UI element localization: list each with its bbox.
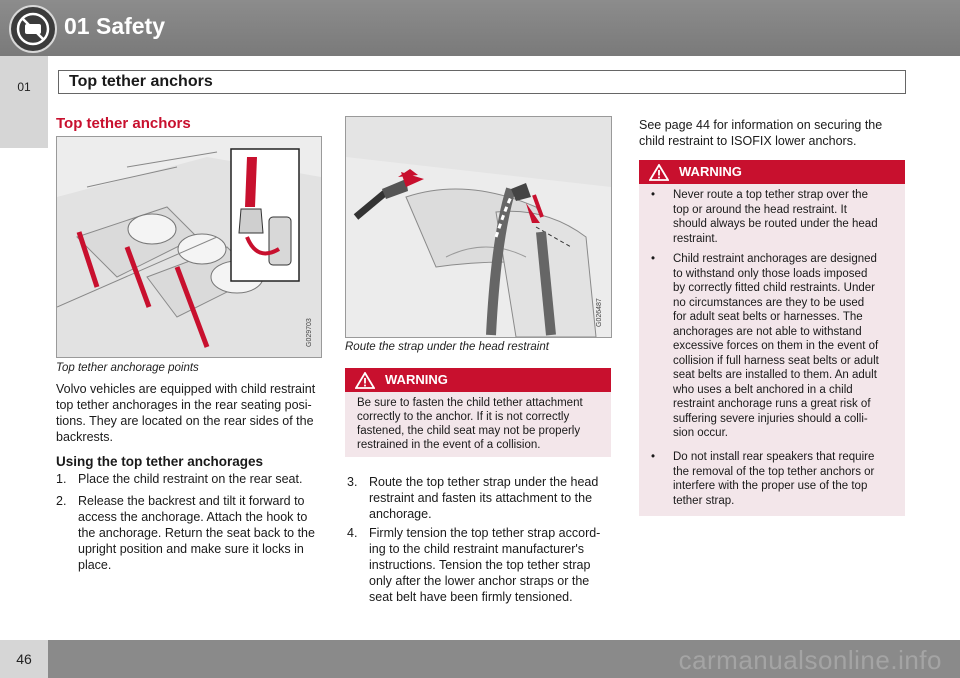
middle-warning-line-2: correctly to the anchor. If it is not correctly [357, 411, 570, 423]
bullet-2-line-11: restraint anchorage runs a great risk of [673, 398, 871, 410]
step-2-line-2: access the anchorage. Attach the hook to [78, 510, 308, 524]
no-child-seat-icon [9, 5, 57, 53]
step-3 [347, 474, 617, 522]
middle-warning-header [345, 368, 611, 392]
bullet-2-line-7: excessive forces on them in the event of [673, 340, 879, 352]
step-2-line-3: the anchorage. Return the seat back to the [78, 526, 315, 540]
bullet-3-line-4: tether strap. [673, 494, 735, 507]
bullet-2-line-9: seat belts are installed to them. An adult [673, 369, 877, 381]
bullet-3-line-1: Do not install rear speakers that require [673, 451, 875, 463]
bullet-2-line-6: anchorages are not able to withstand [673, 325, 862, 338]
bullet-1-line-3: should always be routed under the head [673, 218, 878, 230]
section-title: Top tether anchors [69, 73, 213, 90]
left-intro-line-3: tions. They are located on the rear sides of the [56, 414, 314, 428]
bullet-2-line-3: by correctly fitted child restraints. Under [673, 282, 875, 294]
bullet-1-line-4: restraint. [673, 232, 718, 245]
middle-warning-line-3: fastened, the child seat may not be properly [357, 425, 581, 437]
warning-bullet-2 [651, 252, 901, 442]
warning-bullet-1 [651, 188, 901, 246]
left-figure-caption: Top tether anchorage points [56, 362, 199, 374]
bullet-2-line-2: to withstand only those loads imposed [673, 267, 868, 280]
left-intro-line-1: Volvo vehicles are equipped with child restraint [56, 382, 316, 396]
chapter-side-tab [0, 56, 48, 148]
left-intro-line-4: backrests. [56, 430, 113, 444]
step-3-line-2: restraint and fasten its attachment to the [369, 491, 593, 505]
warning-triangle-icon [355, 372, 375, 389]
step-4-number: 4. [347, 526, 358, 540]
bullet-2-line-5: for adult seat belts or harnesses. The [673, 311, 863, 323]
middle-warning-line-1: Be sure to fasten the child tether attachment [357, 397, 583, 409]
bullet-1-line-1: Never route a top tether strap over the [673, 189, 868, 201]
left-figure-code: G029703 [306, 318, 313, 347]
bullet-2-line-12: suffering severe injuries should a colli- [673, 412, 868, 425]
step-4-line-4: only after the lower anchor straps or the [369, 574, 590, 588]
step-4-line-1: Firmly tension the top tether strap accord- [369, 526, 601, 540]
step-2-line-5: place. [78, 558, 112, 572]
step-3-line-1: Route the top tether strap under the head [369, 475, 599, 489]
step-4 [347, 525, 617, 605]
step-1-number: 1. [56, 472, 67, 486]
bullet-2-line-4: no circumstances are they to be used [673, 296, 865, 309]
middle-figure-code: G026487 [596, 298, 603, 327]
strap-routing-figure [345, 116, 612, 338]
right-warning-header [639, 160, 905, 184]
right-warning-title: WARNING [679, 164, 742, 179]
step-2-line-4: upright position and make sure it locks in [78, 542, 304, 556]
step-3-number: 3. [347, 475, 358, 489]
section-title-box [58, 70, 906, 94]
tether-anchorage-figure [56, 136, 322, 358]
step-2-number: 2. [56, 494, 67, 508]
middle-warning-title: WARNING [385, 372, 448, 387]
watermark-text: carmanualsonline.info [678, 645, 942, 675]
bullet-3-line-3: interfere with the proper use of the top [673, 480, 868, 492]
middle-warning-box [345, 368, 611, 457]
step-3-line-3: anchorage. [369, 507, 432, 521]
right-warning-box [639, 160, 905, 516]
bullet-2-line-13: sion occur. [673, 427, 728, 439]
step-4-line-5: seat belt have been firmly tensioned. [369, 590, 573, 604]
left-intro-line-2: top tether anchorages in the rear seating posi- [56, 398, 312, 412]
step-2 [56, 493, 326, 573]
warning-triangle-icon [649, 164, 669, 181]
step-1 [56, 471, 326, 487]
chapter-title: 01 Safety [64, 13, 166, 39]
bullet-dot: • [651, 451, 656, 463]
page-number: 46 [16, 651, 32, 667]
bullet-2-line-10: who uses a belt anchored in a child [673, 383, 853, 396]
chapter-number: 01 [17, 80, 31, 94]
bullet-1-line-2: top or around the head restraint. It [673, 203, 847, 216]
middle-figure-caption: Route the strap under the head restraint [345, 341, 549, 353]
bullet-3-line-2: the removal of the top tether anchors or [673, 465, 875, 478]
warning-bullet-3 [651, 450, 901, 508]
step-4-line-3: instructions. Tension the top tether strap [369, 558, 591, 572]
bullet-dot: • [651, 189, 656, 201]
bullet-2-line-1: Child restraint anchorages are designed [673, 253, 877, 265]
bullet-dot: • [651, 253, 656, 265]
step-4-line-2: ing to the child restraint manufacturer's [369, 542, 584, 556]
left-subheading: Using the top tether anchorages [56, 454, 264, 469]
middle-warning-line-4: restrained in the event of a collision. [357, 439, 541, 451]
right-intro-line-2: child restraint to ISOFIX lower anchors. [639, 134, 857, 148]
bullet-2-line-8: collision if full harness seat belts or adult [673, 354, 879, 367]
left-heading: Top tether anchors [56, 115, 191, 132]
step-2-line-1: Release the backrest and tilt it forward to [78, 494, 305, 508]
step-1-line-1: Place the child restraint on the rear seat. [78, 472, 303, 486]
right-intro-line-1: See page 44 for information on securing the [639, 118, 883, 132]
